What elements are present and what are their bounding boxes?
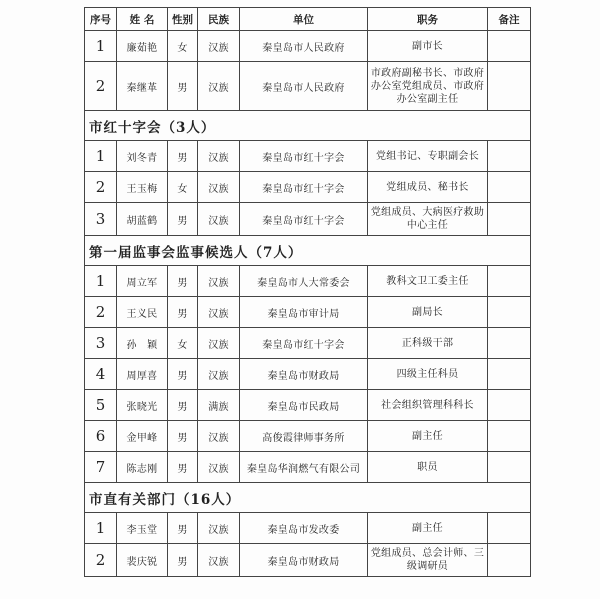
header-no: 序号 <box>85 8 117 31</box>
header-position: 职务 <box>368 8 488 31</box>
row-no: 4 <box>85 359 117 390</box>
row-unit: 秦皇岛市红十字会 <box>240 328 368 359</box>
row-sex: 男 <box>168 266 198 297</box>
row-sex: 男 <box>168 513 198 544</box>
roster-table <box>84 7 531 577</box>
row-sex: 男 <box>168 359 198 390</box>
table-row <box>85 297 531 328</box>
header-row <box>85 8 531 31</box>
row-ethnic: 汉族 <box>198 266 240 297</box>
row-no: 2 <box>85 62 117 111</box>
row-unit: 秦皇岛市审计局 <box>240 297 368 328</box>
row-no: 2 <box>85 172 117 203</box>
row-position: 职员 <box>368 452 488 483</box>
row-no: 5 <box>85 390 117 421</box>
row-ethnic: 汉族 <box>198 421 240 452</box>
row-no: 2 <box>85 297 117 328</box>
table-row <box>85 390 531 421</box>
row-ethnic: 满族 <box>198 390 240 421</box>
row-remark <box>488 359 531 390</box>
table-row <box>85 359 531 390</box>
row-remark <box>488 141 531 172</box>
row-ethnic: 汉族 <box>198 62 240 111</box>
table-row <box>85 172 531 203</box>
row-ethnic: 汉族 <box>198 452 240 483</box>
row-no: 2 <box>85 544 117 577</box>
row-no: 1 <box>85 141 117 172</box>
row-ethnic: 汉族 <box>198 141 240 172</box>
header-remark: 备注 <box>488 8 531 31</box>
row-unit: 高俊霞律师事务所 <box>240 421 368 452</box>
row-unit: 秦皇岛市财政局 <box>240 359 368 390</box>
row-sex: 男 <box>168 141 198 172</box>
header-name: 姓 名 <box>117 8 168 31</box>
row-position: 党组成员、秘书长 <box>368 172 488 203</box>
row-sex: 女 <box>168 31 198 62</box>
row-name: 王义民 <box>117 297 168 328</box>
table-row <box>85 544 531 577</box>
row-position: 市政府副秘书长、市政府办公室党组成员、市政府办公室副主任 <box>368 62 488 111</box>
row-remark <box>488 328 531 359</box>
section-title: 第一届监事会监事候选人（7人） <box>85 236 531 266</box>
row-unit: 秦皇岛市财政局 <box>240 544 368 577</box>
row-name: 周立军 <box>117 266 168 297</box>
row-name: 李玉堂 <box>117 513 168 544</box>
row-no: 3 <box>85 328 117 359</box>
table-row <box>85 31 531 62</box>
row-remark <box>488 62 531 111</box>
row-ethnic: 汉族 <box>198 328 240 359</box>
row-remark <box>488 544 531 577</box>
row-remark <box>488 452 531 483</box>
row-unit: 秦皇岛市人大常委会 <box>240 266 368 297</box>
row-no: 1 <box>85 266 117 297</box>
row-name: 秦继革 <box>117 62 168 111</box>
row-unit: 秦皇岛市红十字会 <box>240 203 368 236</box>
row-position: 副主任 <box>368 421 488 452</box>
section-title: 市直有关部门（16人） <box>85 483 531 513</box>
table-row <box>85 266 531 297</box>
row-position: 党组成员、大病医疗救助中心主任 <box>368 203 488 236</box>
row-remark <box>488 31 531 62</box>
row-name: 刘冬青 <box>117 141 168 172</box>
row-sex: 男 <box>168 203 198 236</box>
row-no: 1 <box>85 31 117 62</box>
row-unit: 秦皇岛市红十字会 <box>240 172 368 203</box>
row-unit: 秦皇岛市发改委 <box>240 513 368 544</box>
row-position: 副市长 <box>368 31 488 62</box>
row-unit: 秦皇岛市人民政府 <box>240 31 368 62</box>
section-row <box>85 111 531 141</box>
row-remark <box>488 266 531 297</box>
section-title: 市红十字会（3人） <box>85 111 531 141</box>
row-sex: 男 <box>168 62 198 111</box>
table-row <box>85 421 531 452</box>
row-name: 孙 颖 <box>117 328 168 359</box>
row-remark <box>488 203 531 236</box>
row-position: 副局长 <box>368 297 488 328</box>
row-ethnic: 汉族 <box>198 544 240 577</box>
row-unit: 秦皇岛市人民政府 <box>240 62 368 111</box>
table-row <box>85 203 531 236</box>
table-row <box>85 328 531 359</box>
row-ethnic: 汉族 <box>198 359 240 390</box>
row-name: 周厚喜 <box>117 359 168 390</box>
row-no: 6 <box>85 421 117 452</box>
section-row <box>85 236 531 266</box>
row-remark <box>488 390 531 421</box>
row-name: 金甲峰 <box>117 421 168 452</box>
row-position: 社会组织管理科科长 <box>368 390 488 421</box>
row-position: 教科文卫工委主任 <box>368 266 488 297</box>
row-sex: 女 <box>168 172 198 203</box>
header-ethnic: 民族 <box>198 8 240 31</box>
row-name: 裴庆锐 <box>117 544 168 577</box>
row-position: 副主任 <box>368 513 488 544</box>
row-sex: 女 <box>168 328 198 359</box>
row-sex: 男 <box>168 452 198 483</box>
row-name: 张晓光 <box>117 390 168 421</box>
row-ethnic: 汉族 <box>198 297 240 328</box>
row-no: 3 <box>85 203 117 236</box>
row-unit: 秦皇岛市民政局 <box>240 390 368 421</box>
row-name: 陈志刚 <box>117 452 168 483</box>
row-no: 1 <box>85 513 117 544</box>
row-name: 王玉梅 <box>117 172 168 203</box>
section-row <box>85 483 531 513</box>
row-position: 四级主任科员 <box>368 359 488 390</box>
row-position: 党组成员、总会计师、三级调研员 <box>368 544 488 577</box>
row-position: 正科级干部 <box>368 328 488 359</box>
row-unit: 秦皇岛华润燃气有限公司 <box>240 452 368 483</box>
table-row <box>85 452 531 483</box>
header-sex: 性别 <box>168 8 198 31</box>
row-remark <box>488 421 531 452</box>
row-ethnic: 汉族 <box>198 513 240 544</box>
row-position: 党组书记、专职副会长 <box>368 141 488 172</box>
row-sex: 男 <box>168 544 198 577</box>
row-sex: 男 <box>168 421 198 452</box>
row-remark <box>488 513 531 544</box>
row-ethnic: 汉族 <box>198 172 240 203</box>
row-ethnic: 汉族 <box>198 203 240 236</box>
row-sex: 男 <box>168 390 198 421</box>
table-row <box>85 62 531 111</box>
row-name: 廉茹艳 <box>117 31 168 62</box>
row-unit: 秦皇岛市红十字会 <box>240 141 368 172</box>
row-name: 胡蓝鹤 <box>117 203 168 236</box>
row-remark <box>488 172 531 203</box>
table-row <box>85 513 531 544</box>
row-remark <box>488 297 531 328</box>
table-row <box>85 141 531 172</box>
row-no: 7 <box>85 452 117 483</box>
row-sex: 男 <box>168 297 198 328</box>
row-ethnic: 汉族 <box>198 31 240 62</box>
header-unit: 单位 <box>240 8 368 31</box>
